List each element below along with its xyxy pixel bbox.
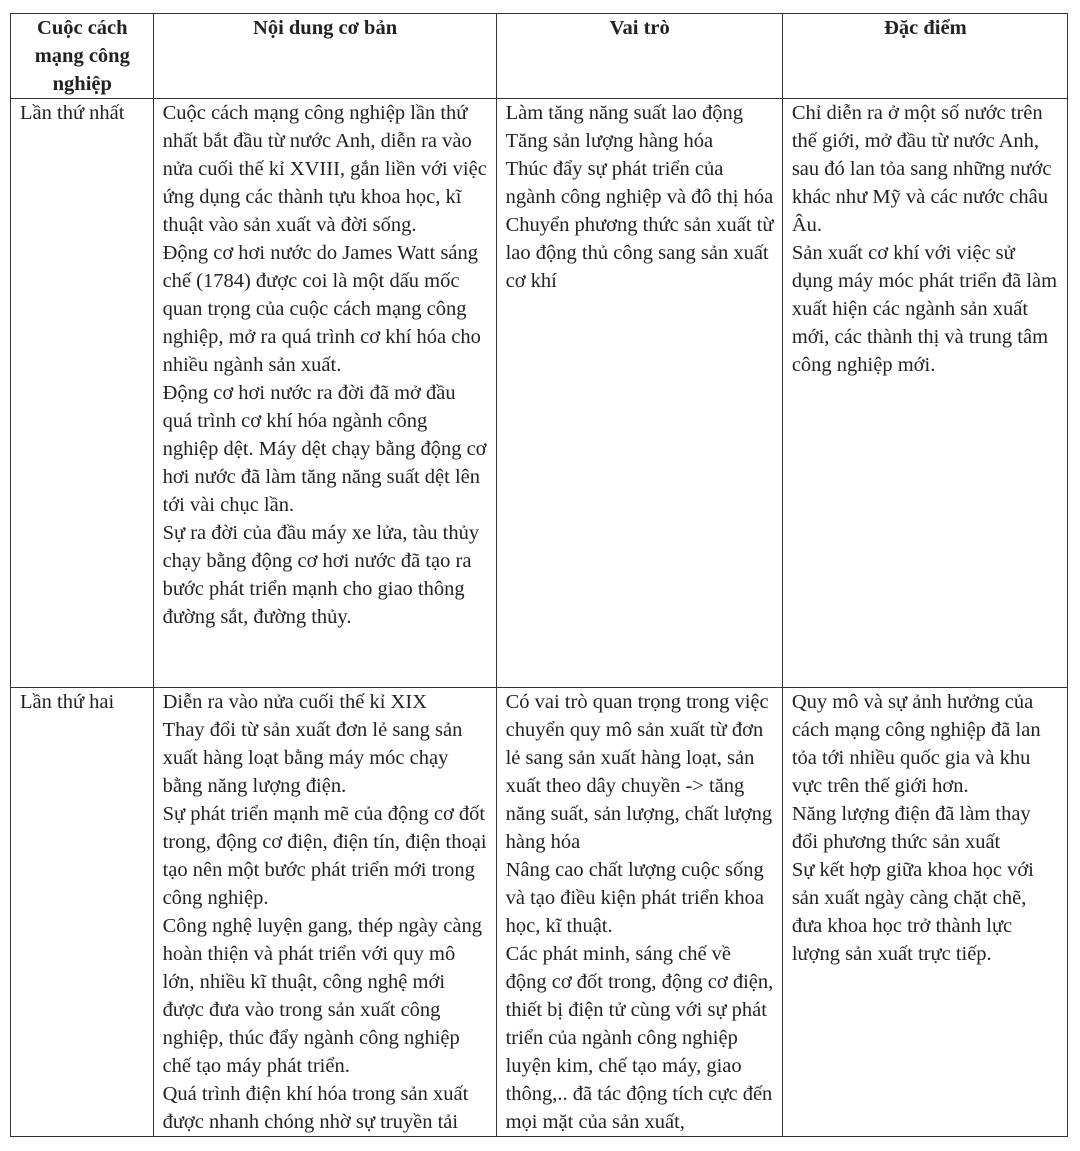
role-paragraph: Làm tăng năng suất lao động	[505, 102, 743, 124]
content-paragraph: Sự phát triển mạnh mẽ của động cơ đốt trong, động cơ điện, điện tín, điện thoại tạo nên một bước phát triển mới trong công nghiệp.	[162, 803, 487, 909]
role-paragraph: Tăng sản lượng hàng hóa	[505, 130, 714, 152]
content-paragraph: Cuộc cách mạng công nghiệp lần thứ nhất bắt đầu từ nước Anh, diễn ra vào nửa cuối thế kỉ XVIII, gắn liền với việc ứng dụng các thành tựu khoa học, kĩ thuật vào sản xuất và đời sống.	[162, 102, 487, 236]
role-paragraph: Có vai trò quan trọng trong việc chuyển quy mô sản xuất từ đơn lẻ sang sản xuất hàng loạt, sản xuất theo dây chuyền -> tăng năng suất, sản lượng, chất lượng hàng hóa	[505, 691, 773, 853]
content-paragraph: Thay đổi từ sản xuất đơn lẻ sang sản xuất hàng loạt bằng máy móc chạy bằng năng lượng điện.	[162, 719, 463, 797]
features-paragraph: Sản xuất cơ khí với việc sử dụng máy móc phát triển đã làm xuất hiện các ngành sản xuất mới, các thành thị và trung tâm công nghiệp mới.	[791, 242, 1058, 376]
content-paragraph: Động cơ hơi nước do James Watt sáng chế (1784) được coi là một dấu mốc quan trọng của cuộc cách mạng công nghiệp, mở ra quá trình cơ khí hóa cho nhiều ngành sản xuất.	[162, 242, 481, 376]
header-features: Đặc điểm	[782, 14, 1067, 99]
table-row	[11, 688, 1068, 1137]
role-cell	[496, 688, 782, 1137]
content-cell	[153, 99, 496, 688]
role-paragraph: Nâng cao chất lượng cuộc sống và tạo điều kiện phát triển khoa học, kĩ thuật.	[505, 859, 765, 937]
features-cell	[782, 99, 1067, 688]
features-paragraph: Chỉ diễn ra ở một số nước trên thế giới, mở đầu từ nước Anh, sau đó lan tỏa sang những nước khác như Mỹ và các nước châu Âu.	[791, 102, 1052, 236]
content-paragraph: Diễn ra vào nửa cuối thế kỉ XIX	[162, 691, 427, 713]
features-paragraph: Quy mô và sự ảnh hưởng của cách mạng công nghiệp đã lan tỏa tới nhiều quốc gia và khu vực trên thế giới hơn.	[791, 691, 1041, 797]
role-paragraph: Thúc đẩy sự phát triển của ngành công nghiệp và đô thị hóa	[505, 158, 774, 208]
role-paragraph: Các phát minh, sáng chế về động cơ đốt trong, động cơ điện, thiết bị điện tử cùng với sự phát triển của ngành công nghiệp luyện kim, chế tạo máy, giao thông,.. đã tác động tích cực đến mọi mặt của sản xuất,	[505, 943, 774, 1133]
content-paragraph: Quá trình điện khí hóa trong sản xuất được nhanh chóng nhờ sự truyền tải	[162, 1083, 469, 1133]
row-label-second: Lần thứ hai	[11, 688, 154, 1137]
content-paragraph: Công nghệ luyện gang, thép ngày càng hoàn thiện và phát triển với quy mô lớn, nhiều kĩ thuật, công nghệ mới được đưa vào trong sản xuất công nghiệp, thúc đẩy ngành công nghiệp chế tạo máy phát triển.	[162, 915, 482, 1077]
role-cell	[496, 99, 782, 688]
industrial-revolution-table	[10, 13, 1068, 1137]
content-paragraph: Sự ra đời của đầu máy xe lửa, tàu thủy chạy bằng động cơ hơi nước đã tạo ra bước phát triển mạnh cho giao thông đường sắt, đường thủy.	[162, 522, 480, 628]
header-role: Vai trò	[496, 14, 782, 99]
header-revolution: Cuộc cách mạng công nghiệp	[11, 14, 154, 99]
features-paragraph: Sự kết hợp giữa khoa học với sản xuất ngày càng chặt chẽ, đưa khoa học trở thành lực lượng sản xuất trực tiếp.	[791, 859, 1034, 965]
features-paragraph: Năng lượng điện đã làm thay đổi phương thức sản xuất	[791, 803, 1031, 853]
row-label-first: Lần thứ nhất	[11, 99, 154, 688]
table-row	[11, 99, 1068, 688]
role-paragraph: Chuyển phương thức sản xuất từ lao động thủ công sang sản xuất cơ khí	[505, 214, 774, 292]
content-cell	[153, 688, 496, 1137]
header-content: Nội dung cơ bản	[153, 14, 496, 99]
features-cell	[782, 688, 1067, 1137]
content-paragraph: Động cơ hơi nước ra đời đã mở đầu quá trình cơ khí hóa ngành công nghiệp dệt. Máy dệt chạy bằng động cơ hơi nước đã làm tăng năng suất dệt lên tới vài chục lần.	[162, 382, 487, 516]
table-header-row	[11, 14, 1068, 99]
